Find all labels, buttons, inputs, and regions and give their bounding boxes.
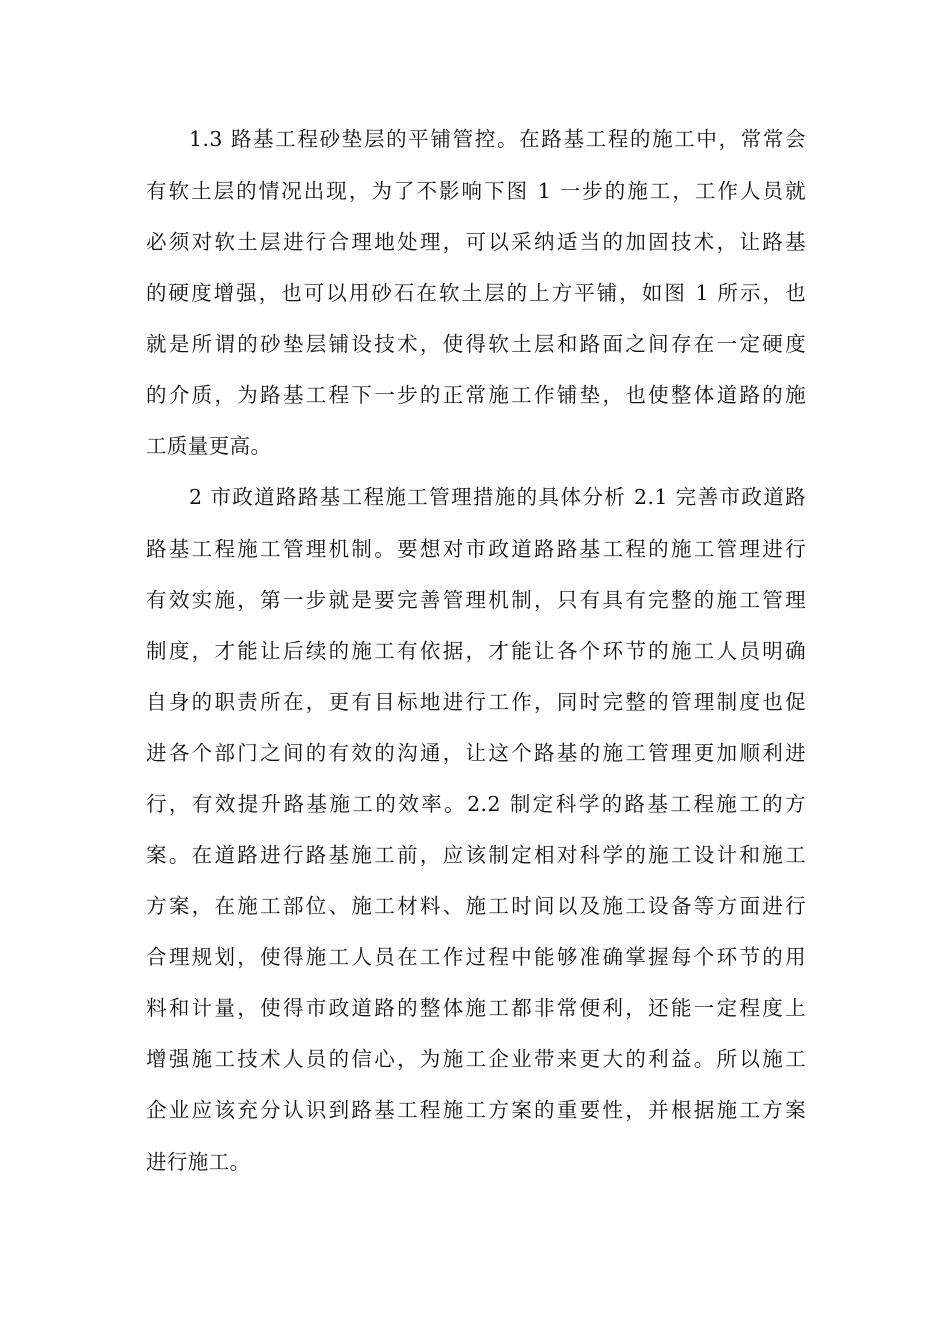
paragraph-line: 方案，在施工部位、施工材料、施工时间以及施工设备等方面进行	[146, 894, 806, 918]
paragraph-line: 的介质，为路基工程下一步的正常施工作铺垫，也使整体道路的施	[146, 383, 806, 407]
paragraph-line: 有软土层的情况出现，为了不影响下图 1 一步的施工，工作人员就	[146, 179, 806, 203]
paragraph-line: 的硬度增强，也可以用砂石在软土层的上方平铺，如图 1 所示，也	[146, 281, 806, 305]
paragraph-line: 增强施工技术人员的信心，为施工企业带来更大的利益。所以施工	[146, 1047, 806, 1071]
paragraph-line: 制度，才能让后续的施工有依据，才能让各个环节的施工人员明确	[146, 639, 806, 663]
paragraph-line: 就是所谓的砂垫层铺设技术，使得软土层和路面之间存在一定硬度	[146, 332, 806, 356]
paragraph-line: 2 市政道路路基工程施工管理措施的具体分析 2.1 完善市政道路	[189, 485, 806, 509]
paragraph-line: 自身的职责所在，更有目标地进行工作，同时完整的管理制度也促	[146, 690, 806, 714]
paragraph-line: 合理规划，使得施工人员在工作过程中能够准确掌握每个环节的用	[146, 945, 806, 969]
paragraph-line: 料和计量，使得市政道路的整体施工都非常便利，还能一定程度上	[146, 996, 806, 1020]
paragraph-line: 1.3 路基工程砂垫层的平铺管控。在路基工程的施工中，常常会	[189, 127, 806, 151]
paragraph-line: 必须对软土层进行合理地处理，可以采纳适当的加固技术，让路基	[146, 230, 806, 254]
paragraph-line: 有效实施，第一步就是要完善管理机制，只有具有完整的施工管理	[146, 588, 806, 612]
paragraph-line: 工质量更高。	[146, 434, 272, 458]
paragraph-line: 路基工程施工管理机制。要想对市政道路路基工程的施工管理进行	[146, 537, 806, 561]
paragraph-line: 进各个部门之间的有效的沟通，让这个路基的施工管理更加顺利进	[146, 741, 806, 765]
paragraph-line: 行，有效提升路基施工的效率。2.2 制定科学的路基工程施工的方	[146, 792, 806, 816]
paragraph-line: 案。在道路进行路基施工前，应该制定相对科学的施工设计和施工	[146, 843, 806, 867]
paragraph-line: 进行施工。	[146, 1150, 251, 1174]
paragraph-line: 企业应该充分认识到路基工程施工方案的重要性，并根据施工方案	[146, 1098, 806, 1122]
